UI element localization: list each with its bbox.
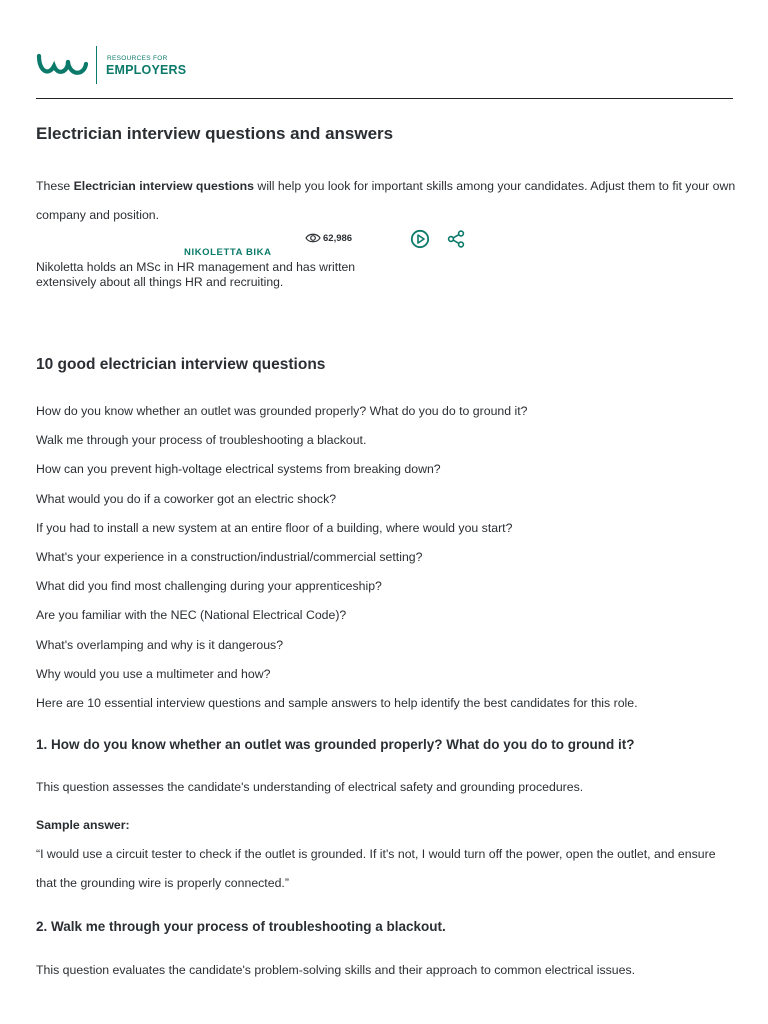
share-icon [446,229,466,249]
intro-suffix: will help you look for important skills among your candidates. Adjust them to fit your own company and position. [36,179,736,222]
intro-paragraph [36,172,736,230]
logo-small-label: RESOURCES FOR [107,55,168,62]
brand-logo-icon [36,52,88,78]
list-item: How do you know whether an outlet was grounded properly? What do you do to ground it? [36,404,528,418]
answer-1-heading: 1. How do you know whether an outlet was grounded properly? What do you do to ground it? [36,737,635,752]
share-button[interactable] [446,229,466,249]
view-count: 62,986 [323,232,353,244]
header-divider [36,98,733,99]
play-audio-button[interactable] [410,229,430,249]
intro-prefix: These [36,179,74,193]
list-item: Here are 10 essential interview questions and sample answers to help identify the best candidates for this role. [36,696,638,711]
intro-bold: Electrician interview questions [73,179,255,193]
answer-2-heading: 2. Walk me through your process of troubleshooting a blackout. [36,919,446,934]
answer-1-sample-text: “I would use a circuit tester to check if the outlet is grounded. If it's not, I would turn off the power, open the outlet, and ensure that the grounding wire is properly connected.” [36,847,716,890]
answer-2-description: This question evaluates the candidate's problem-solving skills and their approach to common electrical issues. [36,963,636,977]
answer-1-sample-label: Sample answer: [36,818,130,832]
view-counter [305,231,352,245]
play-circle-icon [410,229,430,249]
questions-section-title: 10 good electrician interview questions [36,356,326,373]
questions-list [36,397,736,718]
eye-icon [305,232,321,244]
list-item: What's overlamping and why is it dangerous? [36,637,284,652]
page-title: Electrician interview questions and answers [36,124,394,143]
list-item: What's your experience in a construction/industrial/commercial setting? [36,550,423,565]
logo-divider [96,46,97,84]
list-item: Are you familiar with the NEC (National Electrical Code)? [36,608,347,623]
list-item: How can you prevent high-voltage electrical systems from breaking down? [36,462,441,477]
list-item: What would you do if a coworker got an electric shock? [36,491,337,506]
list-item: What did you find most challenging during your apprenticeship? [36,579,382,594]
author-bio: Nikoletta holds an MSc in HR management and has written extensively about all things HR and recruiting. [36,260,356,289]
author-name-link[interactable]: NIKOLETTA BIKA [184,247,272,258]
logo-big-label: EMPLOYERS [106,63,187,77]
list-item: If you had to install a new system at an entire floor of a building, where would you start? [36,520,513,535]
brand-logo[interactable] [36,46,236,84]
answer-1-description: This question assesses the candidate's understanding of electrical safety and grounding procedures. [36,780,584,794]
list-item: Why would you use a multimeter and how? [36,666,271,681]
list-item: Walk me through your process of troubleshooting a blackout. [36,433,367,448]
